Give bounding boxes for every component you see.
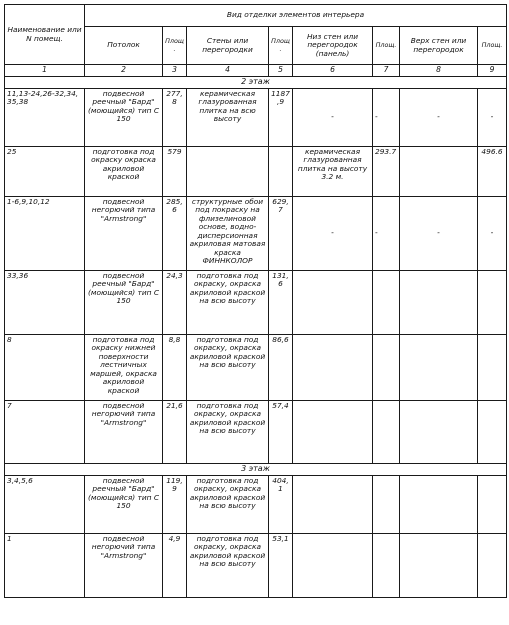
upper-walls-finish xyxy=(400,400,478,463)
column-number: 7 xyxy=(373,65,400,77)
header-area: Площ. xyxy=(373,27,400,65)
walls-area: 629,7 xyxy=(269,196,293,270)
header-group-title: Вид отделки элементов интерьера xyxy=(85,5,507,27)
upper-walls-area: - xyxy=(478,196,507,270)
header-name-column: Наименование или N помещ. xyxy=(5,5,85,65)
column-number: 8 xyxy=(400,65,478,77)
floor-section-title: 3 этаж xyxy=(5,463,507,475)
upper-walls-area xyxy=(478,270,507,334)
walls-area: 86,6 xyxy=(269,334,293,400)
walls-area: 53,1 xyxy=(269,533,293,597)
lower-walls-area xyxy=(373,400,400,463)
room-name: 3,4,5,6 xyxy=(5,475,85,533)
ceiling-finish: подготовка под окраску нижней поверхности лестничных маршей, окраска акриловой краской xyxy=(85,334,163,400)
table-row xyxy=(5,475,507,533)
table-row xyxy=(5,334,507,400)
lower-walls-finish xyxy=(293,400,373,463)
column-number: 3 xyxy=(163,65,187,77)
lower-walls-finish: керамическая глазурованная плитка на высоту 3.2 м. xyxy=(293,146,373,196)
ceiling-finish: подвесной негорючий типа "Armstrong" xyxy=(85,533,163,597)
walls-area: 131,6 xyxy=(269,270,293,334)
ceiling-area: 21,6 xyxy=(163,400,187,463)
upper-walls-finish xyxy=(400,533,478,597)
ceiling-area: 579 xyxy=(163,146,187,196)
ceiling-area: 119,9 xyxy=(163,475,187,533)
ceiling-finish: подвесной негорючий типа "Armstrong" xyxy=(85,196,163,270)
lower-walls-area xyxy=(373,270,400,334)
lower-walls-area: 293.7 xyxy=(373,146,400,196)
room-name: 25 xyxy=(5,146,85,196)
ceiling-area: 277,8 xyxy=(163,88,187,146)
column-number: 4 xyxy=(187,65,269,77)
lower-walls-finish xyxy=(293,533,373,597)
walls-finish: подготовка под окраску, окраска акриловой краской на всю высоту xyxy=(187,334,269,400)
header-area: Площ. xyxy=(163,27,187,65)
floor-section-title: 2 этаж xyxy=(5,76,507,88)
column-number: 6 xyxy=(293,65,373,77)
ceiling-finish: подвесной негорючий типа "Armstrong" xyxy=(85,400,163,463)
table-row xyxy=(5,533,507,597)
ceiling-area: 24,3 xyxy=(163,270,187,334)
floor-section-row xyxy=(5,463,507,475)
ceiling-finish: подвесной реечный "Бард" (моющийся) тип С 150 xyxy=(85,88,163,146)
header-area: Площ. xyxy=(269,27,293,65)
upper-walls-finish xyxy=(400,475,478,533)
walls-area: 57,4 xyxy=(269,400,293,463)
upper-walls-area xyxy=(478,400,507,463)
ceiling-area: 8,8 xyxy=(163,334,187,400)
upper-walls-finish xyxy=(400,334,478,400)
header-upper-walls: Верх стен или перегородок xyxy=(400,27,478,65)
header-ceiling: Потолок xyxy=(85,27,163,65)
walls-finish xyxy=(187,146,269,196)
header-lower-walls: Низ стен или перегородок (панель) xyxy=(293,27,373,65)
lower-walls-finish: - xyxy=(293,196,373,270)
lower-walls-area: - xyxy=(373,196,400,270)
column-number: 2 xyxy=(85,65,163,77)
upper-walls-area xyxy=(478,334,507,400)
walls-area: 404,1 xyxy=(269,475,293,533)
column-number-row xyxy=(5,65,507,77)
table-row xyxy=(5,88,507,146)
upper-walls-finish: - xyxy=(400,88,478,146)
floor-section-row xyxy=(5,76,507,88)
upper-walls-finish xyxy=(400,270,478,334)
lower-walls-finish xyxy=(293,270,373,334)
table-row xyxy=(5,146,507,196)
upper-walls-area: 496.6 xyxy=(478,146,507,196)
room-name: 7 xyxy=(5,400,85,463)
ceiling-area: 4,9 xyxy=(163,533,187,597)
ceiling-finish: подвесной реечный "Бард" (моющийся) тип С 150 xyxy=(85,270,163,334)
upper-walls-finish: - xyxy=(400,196,478,270)
ceiling-finish: подвесной реечный "Бард" (моющийся) тип С 150 xyxy=(85,475,163,533)
header-walls: Стены или перегородки xyxy=(187,27,269,65)
walls-area xyxy=(269,146,293,196)
walls-finish: подготовка под окраску, окраска акриловой краской на всю высоту xyxy=(187,475,269,533)
column-number: 9 xyxy=(478,65,507,77)
room-name: 1-6,9,10,12 xyxy=(5,196,85,270)
lower-walls-area xyxy=(373,475,400,533)
upper-walls-finish xyxy=(400,146,478,196)
ceiling-area: 285,6 xyxy=(163,196,187,270)
room-name: 11,13-24,26-32,34, 35,38 xyxy=(5,88,85,146)
walls-finish: подготовка под окраску, окраска акриловой краской на всю высоту xyxy=(187,533,269,597)
walls-finish: структурные обои под покраску на флизелиновой основе, водно-дисперсионная акриловая матовая краска ФИННКОЛОР xyxy=(187,196,269,270)
lower-walls-finish xyxy=(293,475,373,533)
room-name: 33,36 xyxy=(5,270,85,334)
lower-walls-finish: - xyxy=(293,88,373,146)
upper-walls-area xyxy=(478,533,507,597)
ceiling-finish: подготовка под окраску окраска акриловой краской xyxy=(85,146,163,196)
lower-walls-area xyxy=(373,334,400,400)
column-number: 5 xyxy=(269,65,293,77)
room-name: 1 xyxy=(5,533,85,597)
lower-walls-area: - xyxy=(373,88,400,146)
table-row xyxy=(5,196,507,270)
lower-walls-area xyxy=(373,533,400,597)
walls-finish: керамическая глазурованная плитка на всю высоту xyxy=(187,88,269,146)
header-area: Площ. xyxy=(478,27,507,65)
upper-walls-area: - xyxy=(478,88,507,146)
walls-finish: подготовка под окраску, окраска акриловой краской на всю высоту xyxy=(187,270,269,334)
walls-area: 1187,9 xyxy=(269,88,293,146)
upper-walls-area xyxy=(478,475,507,533)
walls-finish: подготовка под окраску, окраска акриловой краской на всю высоту xyxy=(187,400,269,463)
column-number: 1 xyxy=(5,65,85,77)
table-row xyxy=(5,400,507,463)
finish-schedule-table xyxy=(4,4,507,598)
room-name: 8 xyxy=(5,334,85,400)
lower-walls-finish xyxy=(293,334,373,400)
table-row xyxy=(5,270,507,334)
